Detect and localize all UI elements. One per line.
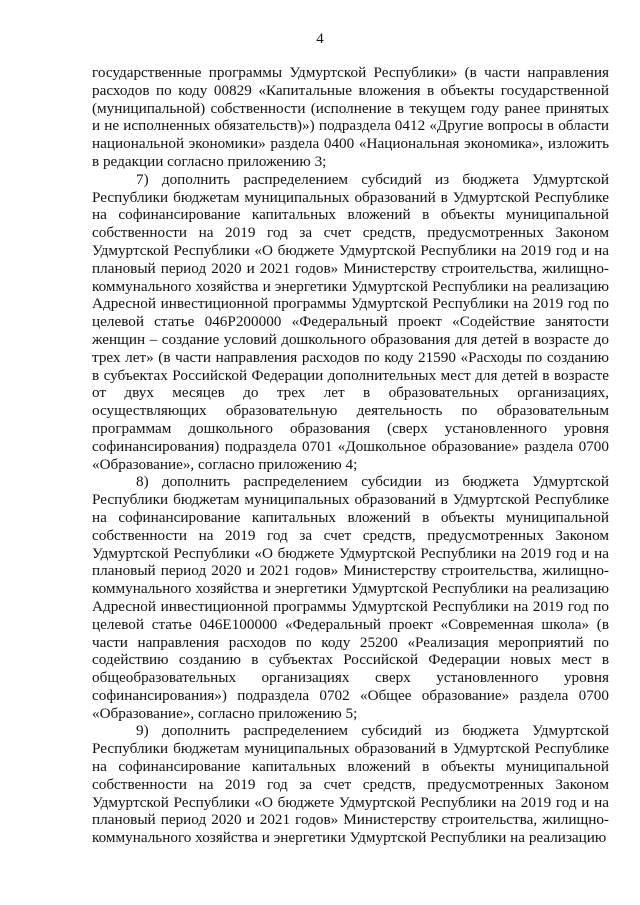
document-body (92, 64, 609, 847)
page-number: 4 (316, 31, 324, 47)
paragraph-item-7: 7) дополнить распределением субсидий из бюджета Удмуртской Республики бюджетам муниципальных образований в Удмуртской Республике на софинансирование капитальных вложений в объекты муниципальной собственности на 2019 год за счет средств, предусмотренных Законом Удмуртской Республики «О бюджете Удмуртской Республики на 2019 год и на плановый период 2020 и 2021 годов» Министерству строительства, жилищно-коммунального хозяйства и энергетики Удмуртской Республики на реализацию Адресной инвестиционной программы Удмуртской Республики на 2019 год по целевой статье 046P200000 «Федеральный проект «Содействие занятости женщин – создание условий дошкольного образования для детей в возрасте до трех лет» (в части направления расходов по коду 21590 «Расходы по созданию в субъектах Российской Федерации дополнительных мест для детей в возрасте от двух месяцев до трех лет в образовательных организациях, осуществляющих образовательную деятельность по образовательным программам дошкольного образования (сверх установленного уровня софинансирования) подраздела 0701 «Дошкольное образование» раздела 0700 «Образование», согласно приложению 4; (92, 170, 609, 473)
paragraph-item-9: 9) дополнить распределением субсидий из бюджета Удмуртской Республики бюджетам муниципальных образований в Удмуртской Республике на софинансирование капитальных вложений в объекты муниципальной собственности на 2019 год за счет средств, предусмотренных Законом Удмуртской Республики «О бюджете Удмуртской Республики на 2019 год и на плановый период 2020 и 2021 годов» Министерству строительства, жилищно-коммунального хозяйства и энергетики Удмуртской Республики на реализацию (92, 722, 609, 847)
paragraph-continuation: государственные программы Удмуртской Республики» (в части направления расходов по коду 00829 «Капитальные вложения в объекты государственной (муниципальной) собственности (исполнение в текущем году ранее принятых и не исполненных обязательств)») подраздела 0412 «Другие вопросы в области национальной экономики» раздела 0400 «Национальная экономика», изложить в редакции согласно приложению 3; (92, 64, 609, 170)
paragraph-item-8: 8) дополнить распределением субсидии из бюджета Удмуртской Республики бюджетам муниципальных образований в Удмуртской Республике на софинансирование капитальных вложений в объекты муниципальной собственности на 2019 год за счет средств, предусмотренных Законом Удмуртской Республики «О бюджете Удмуртской Республики на 2019 год и на плановый период 2020 и 2021 годов» Министерству строительства, жилищно-коммунального хозяйства и энергетики Удмуртской Республики на реализацию Адресной инвестиционной программы Удмуртской Республики на 2019 год по целевой статье 046E100000 «Федеральный проект «Современная школа» (в части направления расходов по коду 25200 «Реализация мероприятий по содействию созданию в субъектах Российской Федерации новых мест в общеобразовательных организациях сверх установленного уровня софинансирования») подраздела 0702 «Общее образование» раздела 0700 «Образование», согласно приложению 5; (92, 473, 609, 722)
